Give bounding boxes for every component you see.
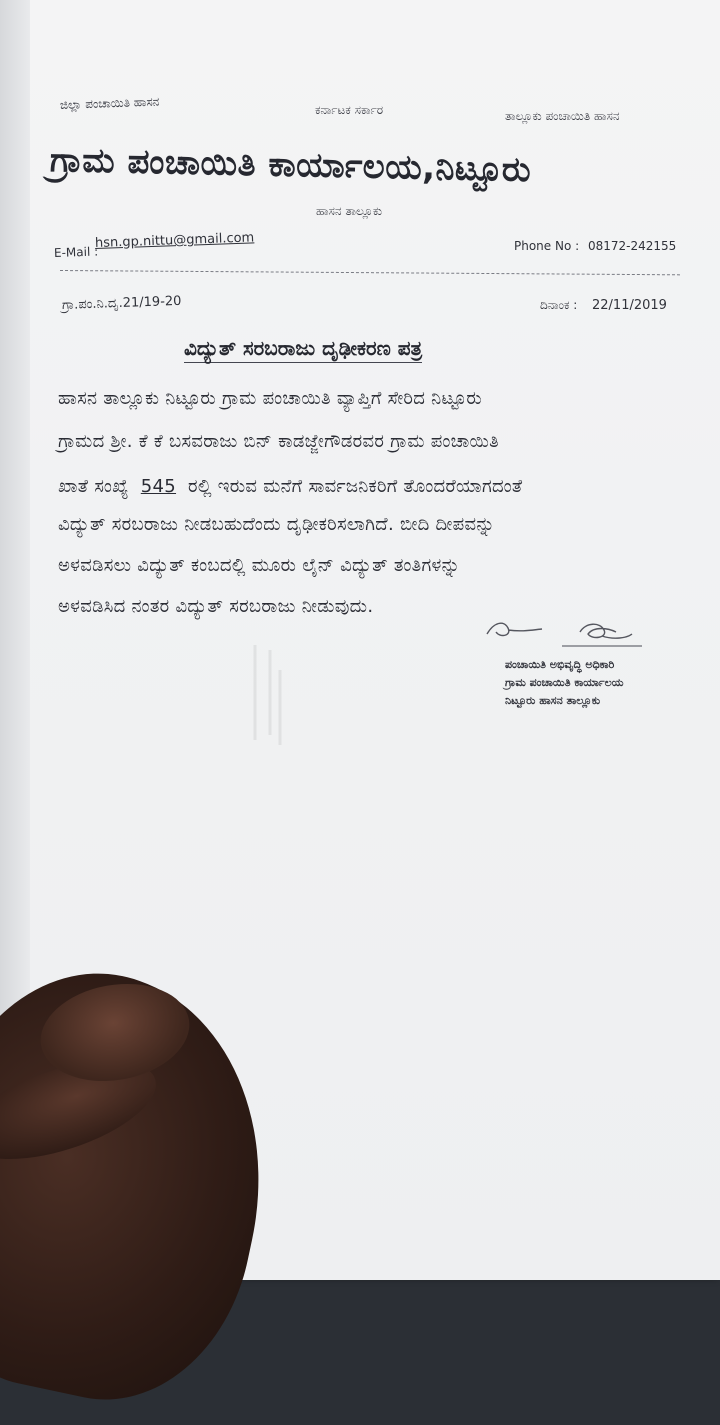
phone-label: Phone No : bbox=[514, 239, 580, 253]
show-through-marks bbox=[225, 640, 305, 750]
body-text: ಹಾಸನ ತಾಲ್ಲೂಕು ನಿಟ್ಟೂರು ಗ್ರಾಮ ಪಂಚಾಯಿತಿ ವ್ಯಾಪ್ತಿಗೆ ಸೇರಿದ ನಿಟ್ಟೂರು bbox=[58, 388, 482, 409]
body-line-4 bbox=[58, 514, 688, 535]
body-text: ಗ್ರಾಮದ ಶ್ರೀ. ಕೆ ಕೆ ಬಸವರಾಜು ಬಿನ್ ಕಾಡಜ್ಜೇಗೌಡರವರ ಗ್ರಾಮ ಪಂಚಾಯಿತಿ bbox=[58, 431, 500, 452]
body-text: ಅಳವಡಿಸಲು ವಿದ್ಯುತ್ ಕಂಬದಲ್ಲಿ ಮೂರು ಲೈನ್ ವಿದ್ಯುತ್ ತಂತಿಗಳನ್ನು bbox=[58, 555, 461, 576]
signatory-designation: ಪಂಚಾಯಿತಿ ಅಭಿವೃದ್ಧಿ ಅಧಿಕಾರಿ bbox=[505, 658, 615, 671]
body-line-5 bbox=[58, 555, 688, 576]
zilla-panchayat-label: ಜಿಲ್ಲಾ ಪಂಚಾಯಿತಿ ಹಾಸನ bbox=[59, 94, 160, 112]
signatory-place: ನಿಟ್ಟೂರು ಹಾಸನ ತಾಲ್ಲೂಕು bbox=[505, 694, 601, 707]
email-address: hsn.gp.nittu@gmail.com bbox=[94, 230, 255, 251]
body-text: ರಲ್ಲಿ ಇರುವ ಮನೆಗೆ ಸಾರ್ವಜನಿಕರಿಗೆ ತೊಂದರೆಯಾಗದಂತೆ bbox=[188, 476, 523, 497]
taluk-panchayat-label: ತಾಲ್ಲೂಕು ಪಂಚಾಯಿತಿ ಹಾಸನ bbox=[505, 109, 620, 123]
body-line-2 bbox=[58, 431, 688, 452]
date-value: 22/11/2019 bbox=[592, 298, 667, 313]
office-title: ಗ್ರಾಮ ಪಂಚಾಯಿತಿ ಕಾರ್ಯಾಲಯ,ನಿಟ್ಟೂರು bbox=[49, 140, 532, 191]
government-label: ಕರ್ನಾಟಕ ಸರ್ಕಾರ bbox=[315, 103, 384, 117]
taluk-label: ಹಾಸನ ತಾಲ್ಲೂಕು bbox=[316, 204, 383, 218]
date-label: ದಿನಾಂಕ : bbox=[540, 298, 578, 312]
body-text: ಖಾತೆ ಸಂಖ್ಯೆ bbox=[58, 476, 129, 497]
email-label: E-Mail : bbox=[53, 244, 99, 260]
body-line-1 bbox=[58, 388, 688, 409]
account-number: 545 bbox=[140, 476, 177, 497]
phone-number: 08172-242155 bbox=[588, 239, 677, 253]
body-text: ಅಳವಡಿಸಿದ ನಂತರ ವಿದ್ಯುತ್ ಸರಬರಾಜು ನೀಡುವುದು. bbox=[58, 596, 374, 617]
reference-number: ಗ್ರಾ.ಪಂ.ನಿ.ದೃ.21/19-20 bbox=[61, 293, 182, 313]
signature bbox=[482, 612, 652, 652]
signatory-office: ಗ್ರಾಮ ಪಂಚಾಯಿತಿ ಕಾರ್ಯಾಲಯ bbox=[505, 676, 624, 689]
body-text: ವಿದ್ಯುತ್ ಸರಬರಾಜು ನೀಡಬಹುದೆಂದು ದೃಢೀಕರಿಸಲಾಗಿದೆ. ಬೀದಿ ದೀಪವನ್ನು bbox=[58, 514, 495, 535]
document-title: ವಿದ್ಯುತ್ ಸರಬರಾಜು ದೃಢೀಕರಣ ಪತ್ರ bbox=[184, 336, 422, 363]
body-line-3 bbox=[58, 476, 688, 497]
